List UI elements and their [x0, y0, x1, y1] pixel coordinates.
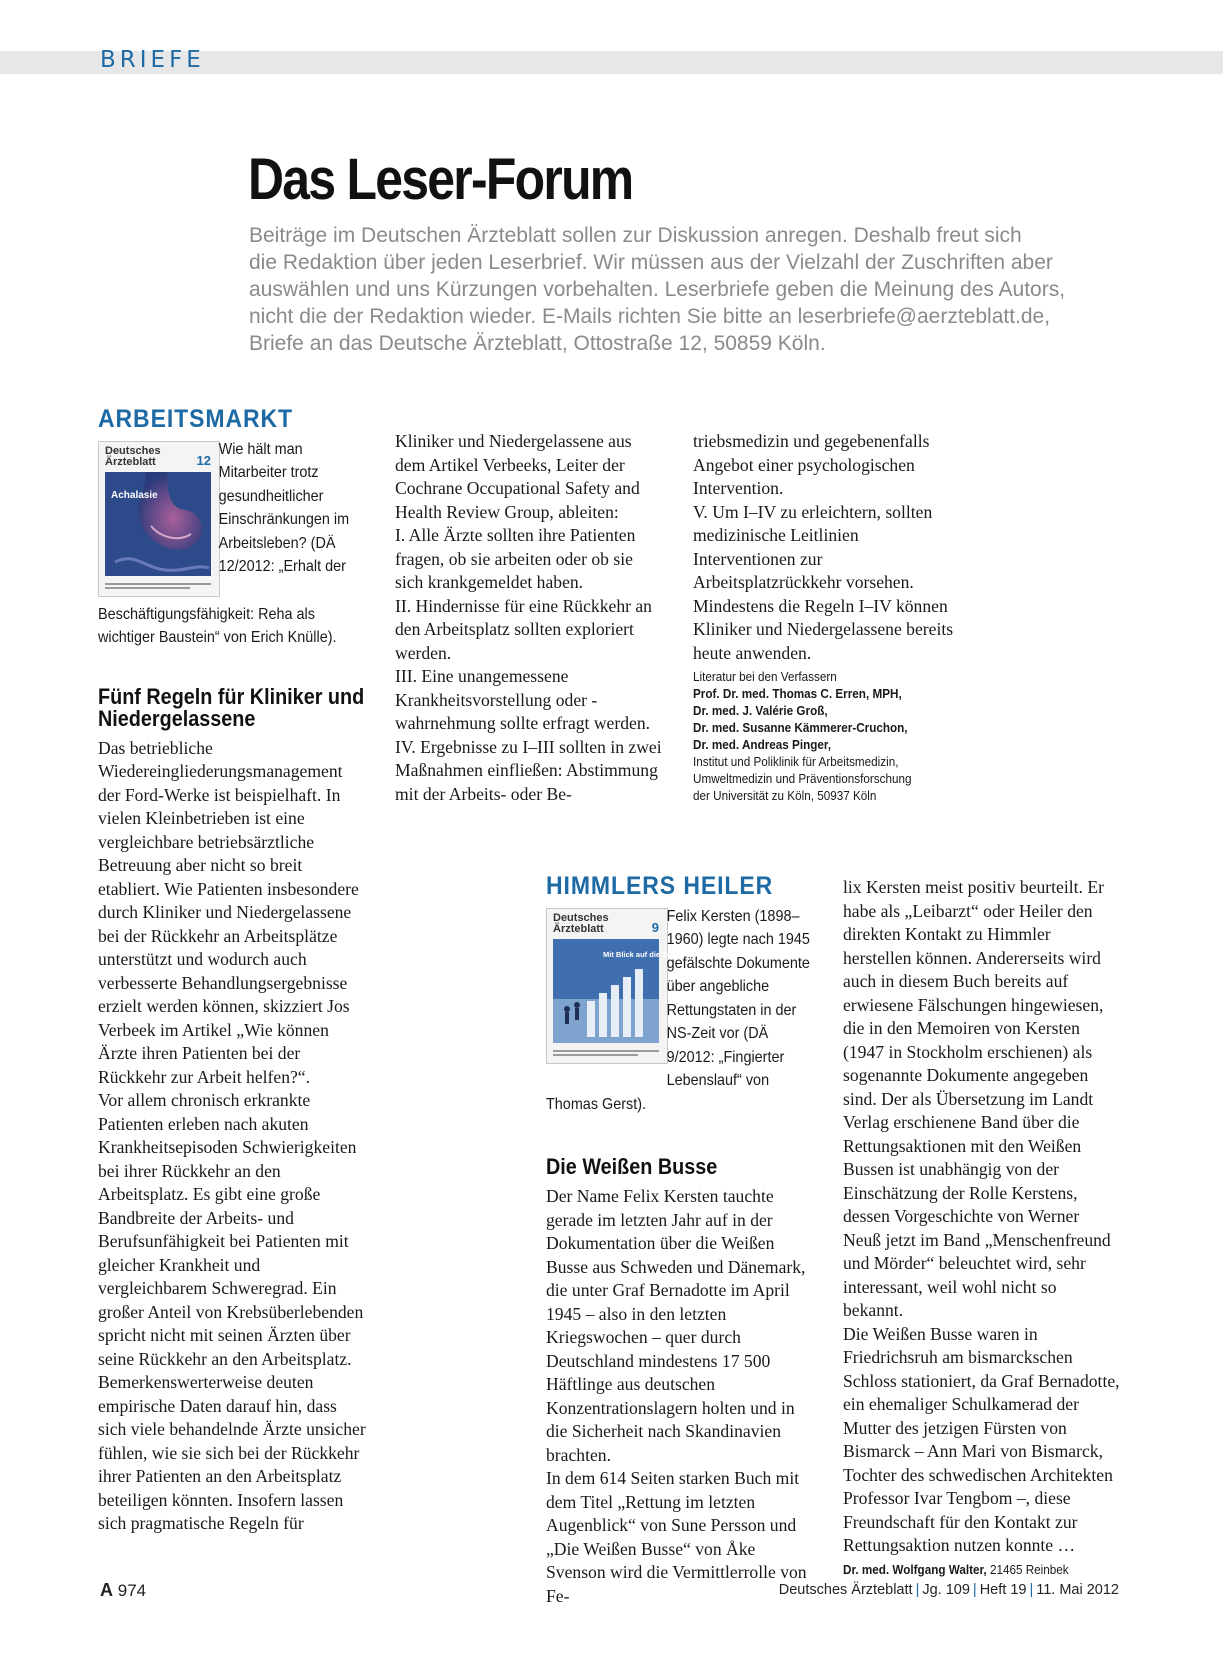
- letter1-kicker: ARBEITSMARKT: [98, 405, 294, 433]
- paragraph: In dem 614 Seiten starken Buch mit dem Titel „Rettung im letzten Augenblick“ von Sune Persson und „Die Weißen Busse“ von Åke Svenson wird die Vermittlerrolle von Fe-: [546, 1468, 807, 1606]
- author-line: Prof. Dr. med. Thomas C. Erren, MPH,: [693, 686, 902, 701]
- section-label: BRIEFE: [100, 47, 205, 73]
- journal-name: Deutsches Ärzteblatt: [778, 1582, 913, 1598]
- intro-line: nicht die der Redaktion wieder. E-Mails richten Sie bitte an leserbriefe@aerzteblatt.de,: [249, 305, 1051, 328]
- letter2-signature: [843, 1561, 1123, 1578]
- paragraph: triebsmedizin und gegebenenfalls Angebot einer psychologischen Intervention.: [693, 431, 930, 498]
- intro-text: [249, 222, 1129, 357]
- svg-text:Achalasie: Achalasie: [111, 489, 158, 501]
- letter2-column-2: [843, 876, 1121, 1578]
- affiliation-line: Institut und Poliklinik für Arbeitsmedizin,: [693, 754, 899, 769]
- letter1-signature: [693, 668, 965, 804]
- letter2-headline: Die Weißen Busse: [546, 1154, 718, 1179]
- letter1-column-3: [693, 430, 963, 804]
- paragraph: Das betriebliche Wiedereingliederungsmanagement der Ford-Werke ist beispielhaft. In vielen Kleinbetrieben ist eine vergleichbare betriebsärztliche Betreuung aber nicht so breit etabliert. Wie Patienten insbesondere durch Kliniker und Niedergelassene bei der Rückkehr an Arbeitsplätze unterstützt und wodurch auch verbesserte Behandlungsergebnisse erzielt werden können, skizziert Jos Verbeek im Artikel „Wie können Ärzte ihren Patienten bei der Rückkehr zur Arbeit helfen?“.: [98, 737, 359, 1087]
- cover-masthead: Deutsches Ärzteblatt: [553, 911, 609, 935]
- paragraph: Mindestens die Regeln I–IV können Kliniker und Niedergelassene bereits heute anwenden.: [693, 595, 954, 663]
- journal-volume: Jg. 109: [922, 1582, 970, 1598]
- affiliation-line: der Universität zu Köln, 50937 Köln: [693, 788, 877, 803]
- paragraph: Die Weißen Busse waren in Friedrichsruh am bismarckschen Schloss stationiert, da Graf Bernadotte, ein ehemaliger Schulkamerad der Mutter des jetzigen Fürsten von Bismarck – Ann Mari von Bismarck, Tochter des schwedischen Architekten Professor Ivar Tengbom –, diese Freundschaft für den Kontakt zur Rettungsaktion nutzen konnte …: [843, 1323, 1120, 1555]
- journal-issue: Heft 19: [979, 1582, 1027, 1598]
- letter2-column-1: [546, 872, 816, 1608]
- journal-date: 11. Mai 2012: [1036, 1582, 1119, 1598]
- letter2-teaser: Felix Kersten (1898–1960) legte nach 1945 gefälschte Dokumente über angebliche Rettungstaten in der NS-Zeit vor (DÄ 9/2012: „Fingierter Lebenslauf“ von Thomas Gerst).: [546, 907, 810, 1113]
- paragraph: I. Alle Ärzte sollten ihre Patienten fragen, ob sie arbeiten oder ob sie sich krankgemeldet haben.: [395, 525, 636, 592]
- cover-issue-number: 9: [651, 919, 659, 935]
- page-number: A 974: [100, 1580, 147, 1600]
- author-place: 21465 Reinbek: [989, 1561, 1069, 1577]
- paragraph: II. Hindernisse für eine Rückkehr an den Arbeitsplatz sollten exploriert werden.: [395, 595, 652, 663]
- paragraph: lix Kersten meist positiv beurteilt. Er habe als „Leibarzt“ oder Heiler den direkten Kontakt zu Himmler herstellen können. Andererseits wird auch in diesem Buch bereits auf erwiesene Fälschungen hingewiesen, die in den Memoiren von Kersten (1947 in Stockholm erschienen) als sogenannte Dokumente angegeben sind. Der als Übersetzung im Landt Verlag erschienene Band über die Rettungsaktionen mit den Weißen Bussen ist unabhängig von der Einschätzung der Rolle Kerstens, dessen Vorgeschichte von Werner Neuß jetzt im Band „Menschenfreund und Mörder“ beleuchtet wird, sehr interessant, weil wohl nicht so bekannt.: [843, 877, 1111, 1320]
- paragraph: IV. Ergebnisse zu I–III sollten in zwei Maßnahmen einfließen: Abstimmung mit der Arbeits- oder Be-: [395, 736, 662, 804]
- page-title: Das Leser-Forum: [248, 147, 633, 212]
- letter1-teaser: Wie hält man Mitarbeiter trotz gesundheitlicher Einschränkungen im Arbeitsleben? (DÄ 12/2012: „Erhalt der Beschäftigungsfähigkeit: Reha als wichtiger Baustein“ von Erich Knülle).: [98, 440, 350, 646]
- intro-line: Briefe an das Deutsche Ärzteblatt, Ottostraße 12, 50859 Köln.: [249, 332, 826, 355]
- paragraph: Bemerkenswerterweise deuten empirische Daten darauf hin, dass sich viele behandelnde Ärzte unsicher fühlen, wie sie sich bei der Rückkehr ihrer Patienten an den Arbeitsplatz beteiligen könnten. Insofern lassen sich pragmatische Regeln für: [98, 1372, 366, 1533]
- intro-line: die Redaktion über jeden Leserbrief. Wir müssen aus der Vielzahl der Zuschriften aber: [249, 251, 1053, 274]
- paragraph: III. Eine unangemessene Krankheitsvorstellung oder -wahrnehmung sollte erfragt werden.: [395, 666, 651, 733]
- journal-footer: Deutsches Ärzteblatt | Jg. 109 | Heft 19 | 11. Mai 2012: [778, 1582, 1119, 1598]
- author-line: Dr. med. J. Valérie Groß,: [693, 703, 828, 718]
- intro-line: auswählen und uns Kürzungen vorbehalten. Leserbriefe geben die Meinung des Autors,: [249, 278, 1066, 301]
- letter1-column-1: [98, 405, 366, 1536]
- author-name: Dr. med. Wolfgang Walter,: [843, 1561, 987, 1577]
- author-line: Dr. med. Andreas Pinger,: [693, 737, 832, 752]
- paragraph: Kliniker und Niedergelassene aus dem Artikel Verbeeks, Leiter der Cochrane Occupational Safety and Health Review Group, ableiten:: [395, 431, 640, 522]
- paragraph: Vor allem chronisch erkrankte Patienten erleben nach akuten Krankheitsepisoden Schwierigkeiten bei ihrer Rückkehr an den Arbeitsplatz. Es gibt eine große Bandbreite der Arbeits- und Berufsunfähigkeit bei Patienten mit gleicher Krankheit und vergleichbarem Schweregrad. Ein großer Anteil von Krebsüberlebenden spricht nicht mit seinen Ärzten über seine Rückkehr an den Arbeitsplatz.: [98, 1090, 364, 1369]
- letter2-body-col1: [546, 1185, 816, 1608]
- svg-text:Mit Blick auf die Zukunft: Mit Blick auf die Zukunft: [603, 949, 690, 959]
- letter1-body-col1: [98, 737, 366, 1536]
- paragraph: V. Um I–IV zu erleichtern, sollten medizinische Leitlinien Interventionen zur Arbeitsplatzrückkehr vorsehen.: [693, 501, 933, 592]
- cover-masthead: Deutsches Ärzteblatt: [105, 444, 161, 468]
- author-line: Dr. med. Susanne Kämmerer-Cruchon,: [693, 720, 908, 735]
- paragraph: Der Name Felix Kersten tauchte gerade im letzten Jahr auf in der Dokumentation über die Weißen Busse aus Schweden und Dänemark, die unter Graf Bernadotte im April 1945 – also in den letzten Kriegswochen – quer durch Deutschland mindestens 17 500 Häftlinge aus deutschen Konzentrationslagern holten und in die Sicherheit nach Skandinavien brachten.: [546, 1186, 806, 1465]
- literature-note: Literatur bei den Verfassern: [693, 669, 837, 684]
- intro-line: Beiträge im Deutschen Ärzteblatt sollen zur Diskussion anregen. Deshalb freut sich: [249, 224, 1022, 247]
- letter2-kicker: HIMMLERS HEILER: [546, 872, 774, 900]
- affiliation-line: Umweltmedizin und Präventionsforschung: [693, 771, 912, 786]
- cover-issue-number: 12: [196, 452, 211, 468]
- letter1-headline: Fünf Regeln für Kliniker und Niedergelassene: [98, 683, 365, 731]
- letter1-column-2: [395, 430, 665, 806]
